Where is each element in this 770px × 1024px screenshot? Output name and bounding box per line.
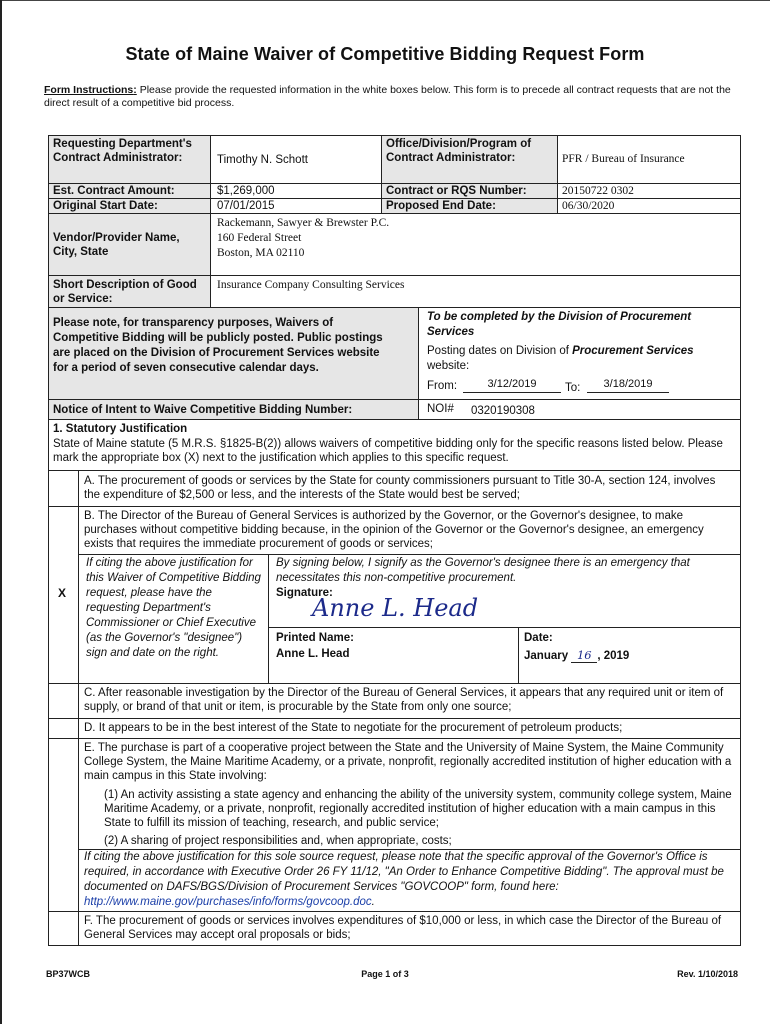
office-value: PFR / Bureau of Insurance — [562, 153, 685, 165]
govcoop-link[interactable]: http://www.maine.gov/purchases/info/forms/govcoop.doc — [84, 896, 372, 908]
option-b-text: B. The Director of the Bureau of General Services is authorized by the Governor, or the Governor's designee, to make purchases without competitive bidding because, in the opinion of the Governor or the Governor's designee, an emergency exists that requires the immediate procurement of goods or services; — [84, 510, 704, 550]
end-date-label: Proposed End Date: — [386, 200, 496, 212]
dps-heading: To be completed by the Division of Procurement Services — [427, 311, 692, 338]
option-e2-text: (2) A sharing of project responsibilities and, when appropriate, costs; — [104, 835, 452, 847]
signature-row-divider — [268, 627, 741, 628]
contract-number-label: Contract or RQS Number: — [386, 185, 527, 197]
footer-form-code: BP37WCB — [46, 969, 91, 979]
contract-number-label-cell — [381, 183, 558, 199]
statutory-heading: 1. Statutory Justification — [53, 423, 188, 435]
start-date-label: Original Start Date: — [53, 200, 158, 212]
page-left-border — [0, 0, 2, 1024]
vendor-line-3: Boston, MA 02110 — [217, 247, 305, 259]
row-divider — [48, 911, 741, 912]
date-month: January — [524, 650, 569, 662]
short-desc-cell[interactable] — [210, 275, 741, 308]
checkbox-a[interactable] — [48, 471, 78, 506]
date-value[interactable] — [524, 648, 629, 663]
end-date-cell[interactable] — [557, 198, 741, 214]
contract-number-cell[interactable] — [557, 183, 741, 199]
est-amount-value: $1,269,000 — [217, 185, 275, 197]
posting-dates-text — [427, 344, 737, 374]
office-label: Office/Division/Program of Contract Administrator: — [386, 138, 532, 164]
office-cell[interactable] — [557, 135, 741, 184]
contract-number-value: 20150722 0302 — [562, 185, 634, 197]
est-amount-cell[interactable] — [210, 183, 382, 199]
row-b-subdivider — [78, 554, 741, 555]
option-e-text: E. The purchase is part of a cooperative project between the State and the University of Maine System, the Maine Community College System, the Maine Maritime Academy, or a private, nonprofit, regionally accredited institution of higher education with a main campus in this State involving: — [84, 742, 732, 782]
posting-text-b: Procurement Services — [572, 345, 694, 357]
b-col-divider — [268, 554, 269, 683]
start-date-cell[interactable] — [210, 198, 382, 214]
checkbox-e[interactable] — [48, 739, 78, 911]
date-label: Date: — [524, 632, 553, 644]
posting-text-c: website: — [427, 360, 470, 372]
option-c-text: C. After reasonable investigation by the Director of the Bureau of General Services, it appears that any required unit or item of supply, or brand of that unit or item, is procurable by the State from only one source; — [84, 687, 724, 713]
requesting-admin-label-cell — [48, 135, 211, 184]
footer-rev: Rev. 1/10/2018 — [677, 969, 738, 979]
option-d-text: D. It appears to be in the best interest of the State to negotiate for the procurement of petroleum products; — [84, 722, 623, 734]
noi-value: 0320190308 — [471, 405, 535, 417]
footer-page: Page 1 of 3 — [361, 969, 409, 979]
statutory-intro: State of Maine statute (5 M.R.S. §1825-B(2)) allows waivers of competitive bidding only for the specific reasons listed below. Please mark the appropriate box (X) next to the justification which applies to this specific request. — [53, 438, 723, 464]
row-divider — [48, 683, 741, 684]
vendor-line-2: 160 Federal Street — [217, 232, 302, 244]
short-desc-label-cell — [48, 275, 211, 308]
option-e-note: If citing the above justification for this sole source request, please note that the specific approval of the Governor's Office is required, in accordance with Executive Order 26 FY 11/12, "An Order to Enhance Competitive Bidding". The approval must be documented on DAFS/BGS/Division of Procurement Services "GOVCOOP" form, found here: http://www.maine.gov/purchases/info/forms/govcoop.doc. — [84, 851, 724, 908]
signature-image[interactable]: Anne L. Head — [312, 594, 479, 622]
to-label: To: — [565, 382, 581, 394]
end-date-value: 06/30/2020 — [562, 200, 615, 212]
noi-label-cell — [48, 399, 419, 420]
from-value[interactable]: 3/12/2019 — [463, 377, 561, 393]
option-b-sign-text: By signing below, I signify as the Governor's designee there is an emergency that necessitates this non-competitive procurement. — [276, 557, 690, 584]
to-value[interactable]: 3/18/2019 — [587, 377, 669, 393]
requesting-admin-label: Requesting Department's Contract Administrator: — [53, 138, 192, 164]
office-label-cell — [381, 135, 558, 184]
est-amount-label: Est. Contract Amount: — [53, 185, 175, 197]
end-date-label-cell — [381, 198, 558, 214]
page-top-border — [0, 0, 770, 1]
checkbox-c[interactable] — [48, 684, 78, 718]
requesting-admin-cell[interactable] — [210, 135, 382, 184]
vendor-line-1: Rackemann, Sawyer & Brewster P.C. — [217, 217, 390, 229]
row-divider — [48, 506, 741, 507]
dps-cell — [418, 307, 741, 400]
from-label: From: — [427, 380, 458, 392]
option-b-note: If citing the above justification for this Waiver of Competitive Bidding request, please have the requesting Department's Commissioner or Chief Executive (as the Governor's "designee") sign and date on the right. — [86, 557, 261, 659]
date-col-divider — [518, 627, 519, 683]
start-date-value: 07/01/2015 — [217, 200, 275, 212]
printed-name-label: Printed Name: — [276, 632, 354, 644]
instructions-text: Please provide the requested information in the white boxes below. This form is to precede all contract requests that are not the direct result of a competitive bid process. — [44, 84, 731, 109]
short-desc-value: Insurance Company Consulting Services — [217, 279, 405, 291]
option-f-text: F. The procurement of goods or services involves expenditures of $10,000 or less, in which case the Director of the Bureau of General Services may accept oral proposals or bids; — [84, 915, 722, 941]
checkbox-f[interactable] — [48, 912, 78, 946]
checkbox-b-mark: X — [58, 586, 67, 600]
date-year: , 2019 — [597, 650, 630, 662]
date-day: 16 — [571, 648, 597, 663]
est-amount-label-cell — [48, 183, 211, 199]
vendor-label: Vendor/Provider Name, City, State — [53, 232, 180, 258]
short-desc-label: Short Description of Good or Service: — [53, 279, 197, 305]
transparency-note: Please note, for transparency purposes, Waivers of Competitive Bidding will be publicly posted. Public postings are placed on the Division of Procurement Services website for a period of seven consecutive calendar days. — [53, 317, 383, 374]
start-date-label-cell — [48, 198, 211, 214]
form-title: State of Maine Waiver of Competitive Bidding Request Form — [125, 44, 645, 64]
option-a-text: A. The procurement of goods or services by the State for county commissioners pursuant to Title 30-A, section 124, involves the expenditure of $2,500 or less, and the interests of the State would best be served; — [84, 475, 716, 501]
noi-prefix: NOI# — [427, 403, 454, 415]
checkbox-d[interactable] — [48, 719, 78, 738]
signature-label: Signature: — [276, 587, 333, 599]
vendor-label-cell — [48, 213, 211, 276]
option-e1-text: (1) An activity assisting a state agency and enhancing the ability of the university system, community college system, Maine Maritime Academy, or a private, nonprofit, regionally accredited institution of higher education with a main campus in this State to fulfill its mission of teaching, research, and public service; — [104, 789, 732, 829]
row-divider — [48, 718, 741, 719]
form-instructions: Form Instructions: Please provide the requested information in the white boxes below. This form is to precede all contract requests that are not the direct result of a competitive bid process. — [44, 84, 731, 109]
requesting-admin-value: Timothy N. Schott — [217, 154, 308, 166]
printed-name-value[interactable]: Anne L. Head — [276, 648, 350, 660]
instructions-label: Form Instructions — [44, 84, 134, 96]
option-e-note-text: If citing the above justification for this sole source request, please note that the specific approval of the Governor's Office is required, in accordance with Executive Order 26 FY 11/12, "An Order to Enhance Competitive Bidding". The approval must be documented on DAFS/BGS/Division of Procurement Services "GOVCOOP" form, found here: — [84, 851, 724, 893]
vendor-cell[interactable] — [210, 213, 741, 276]
noi-cell[interactable] — [418, 399, 741, 420]
posting-text-a: Posting dates on Division of — [427, 345, 573, 357]
row-divider — [48, 738, 741, 739]
transparency-note-cell — [48, 307, 419, 400]
checkbox-column-divider — [78, 470, 79, 946]
noi-label: Notice of Intent to Waive Competitive Bidding Number: — [53, 404, 353, 416]
statutory-header-cell — [48, 419, 741, 471]
